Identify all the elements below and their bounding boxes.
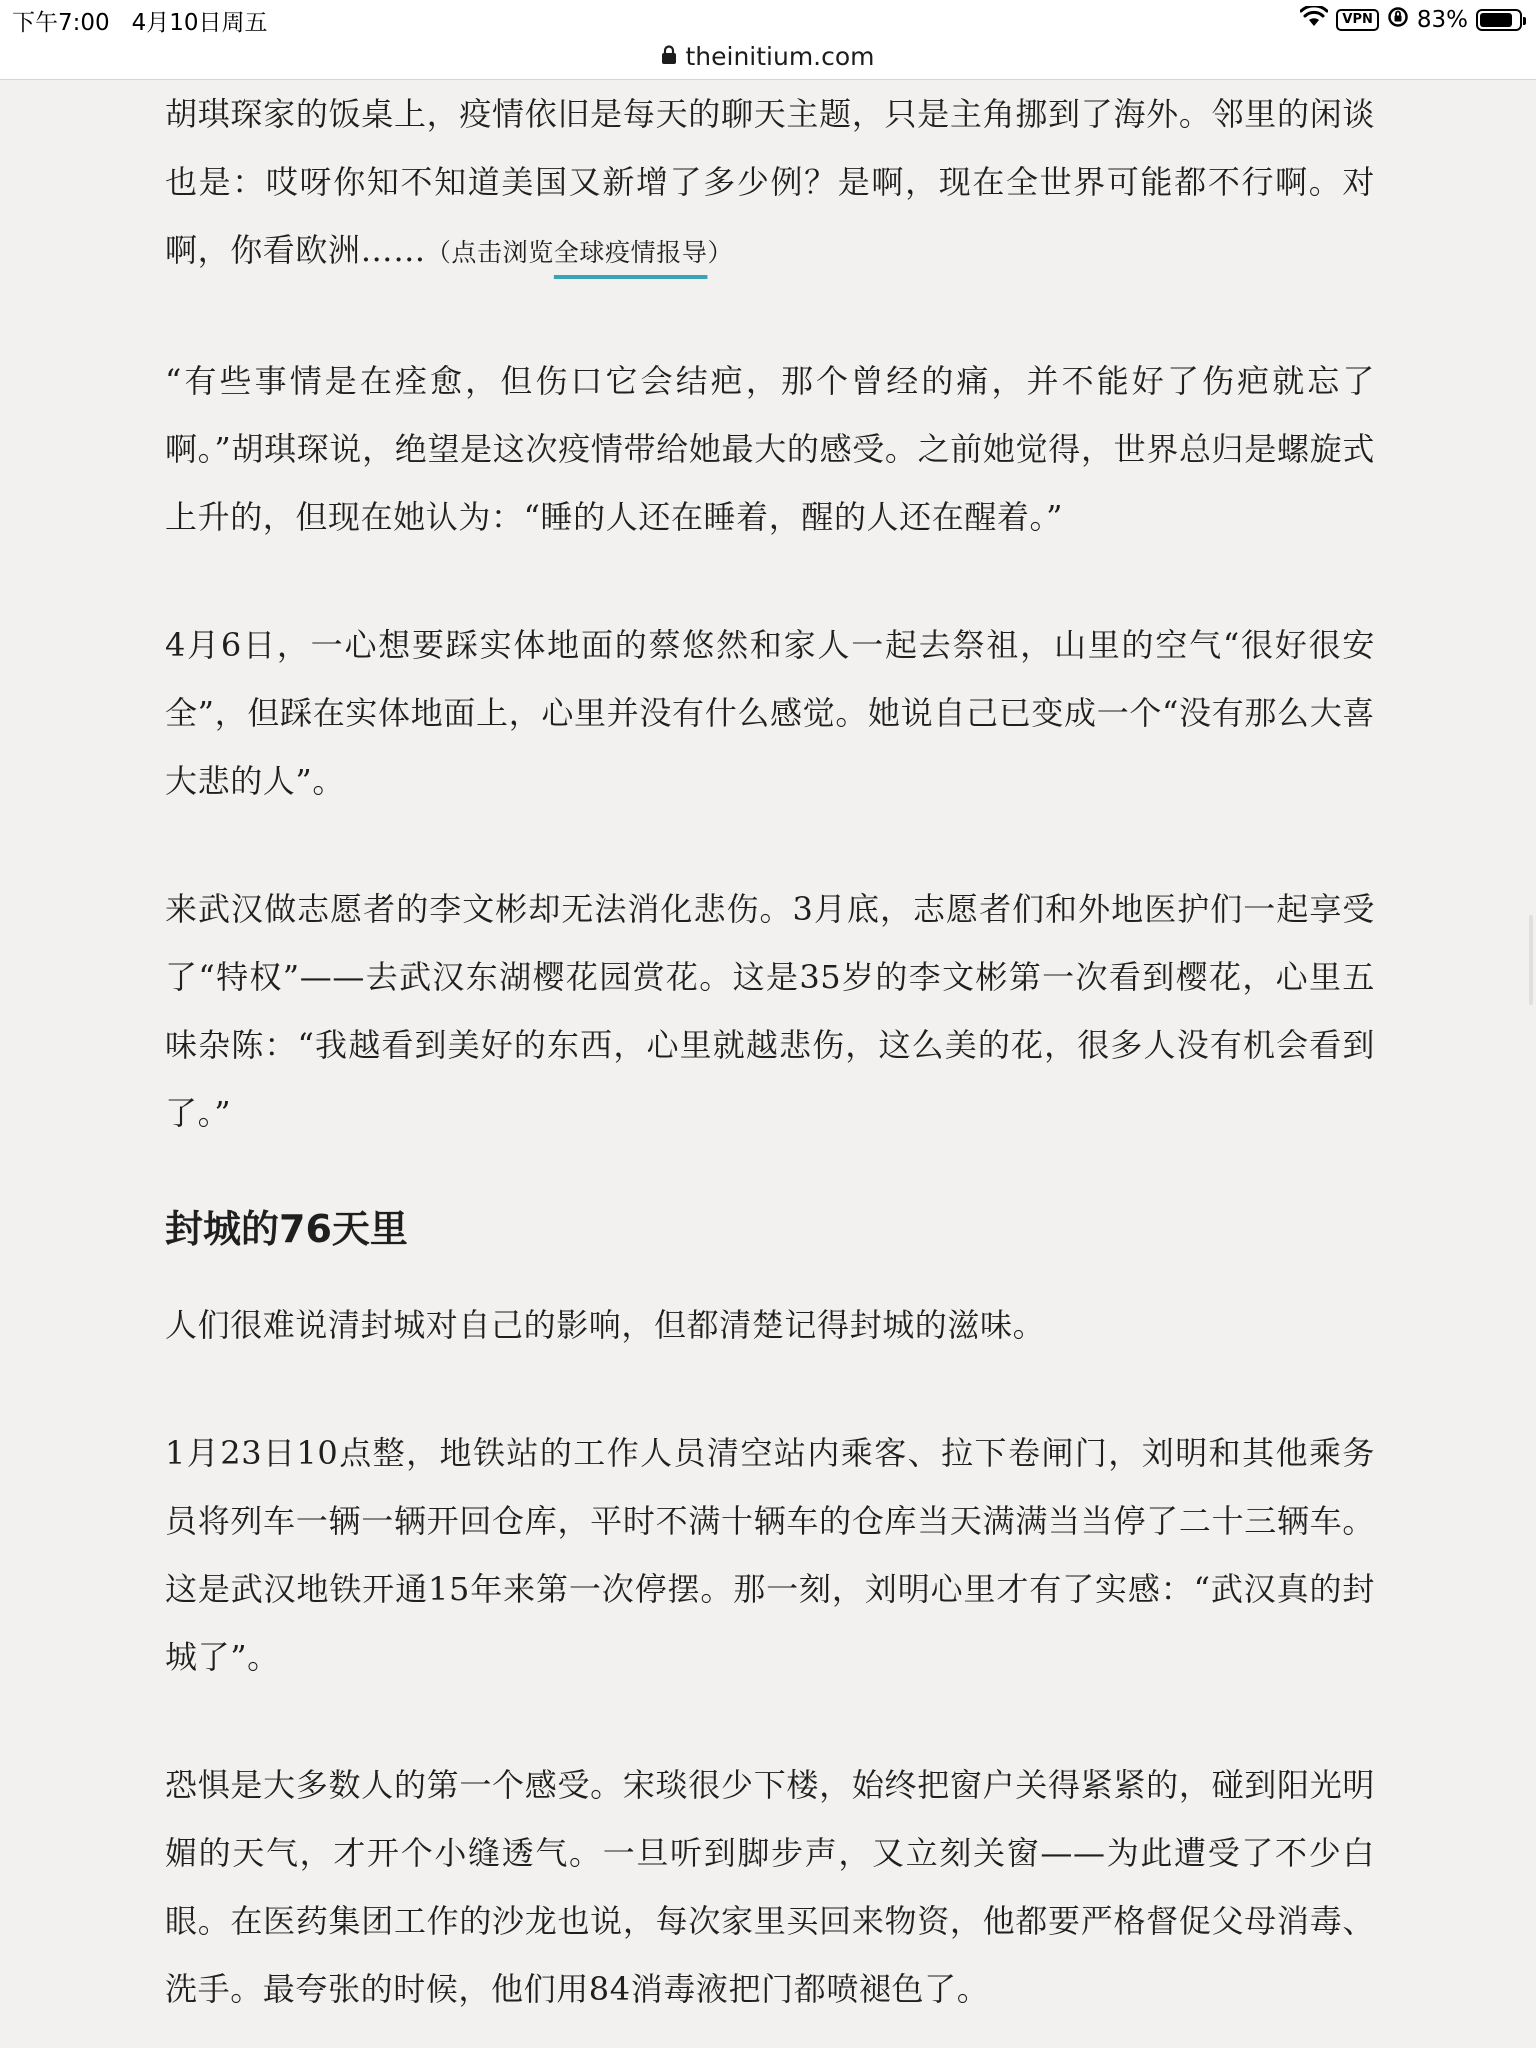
paragraph-5: 人们很难说清封城对自己的影响，但都清楚记得封城的滋味。 (165, 1306, 1046, 1344)
article-body (165, 80, 1375, 2048)
browser-chrome (0, 0, 1536, 80)
url-text[interactable]: theinitium.com (685, 41, 875, 71)
orientation-lock-icon (1387, 6, 1409, 34)
vpn-badge: VPN (1336, 9, 1378, 31)
note-open: （点击浏览 (425, 238, 554, 267)
note-close: ） (707, 238, 734, 267)
status-indicators (1300, 4, 1522, 36)
battery-percent: 83% (1416, 7, 1468, 33)
battery-level (1480, 13, 1512, 27)
paragraph-1 (165, 80, 1375, 287)
paragraph-1-text: 胡琪琛家的饭桌上，疫情依旧是每天的聊天主题，只是主角挪到了海外。邻里的闲谈也是：哎呀你知不知道美国又新增了多少例？是啊，现在全世界可能都不行啊。对啊，你看欧洲…… (165, 95, 1375, 269)
paragraph-3: 4月6日，一心想要踩实体地面的蔡悠然和家人一起去祭祖，山里的空气“很好很安全”，但踩在实体地面上，心里并没有什么感觉。她说自己已变成一个“没有那么大喜大悲的人”。 (165, 626, 1375, 800)
paragraph-7: 恐惧是大多数人的第一个感受。宋琰很少下楼，始终把窗户关得紧紧的，碰到阳光明媚的天气，才开个小缝透气。一旦听到脚步声，又立刻关窗——为此遭受了不少白眼。在医药集团工作的沙龙也说，每次家里买回来物资，他都要严格督促父母消毒、洗手。最夸张的时候，他们用84消毒液把门都喷褪色了。 (165, 1766, 1375, 2008)
address-bar[interactable] (0, 38, 1536, 74)
paragraph-4: 来武汉做志愿者的李文彬却无法消化悲伤。3月底，志愿者们和外地医护们一起享受了“特权”——去武汉东湖樱花园赏花。这是35岁的李文彬第一次看到樱花，心里五味杂陈：“我越看到美好的东西，心里就越悲伤，这么美的花，很多人没有机会看到了。” (165, 890, 1375, 1132)
paragraph-2: “有些事情是在痊愈，但伤口它会结疤，那个曾经的痛，并不能好了伤疤就忘了啊。”胡琪琛说，绝望是这次疫情带给她最大的感受。之前她觉得，世界总归是螺旋式上升的，但现在她认为：“睡的人还在睡着，醒的人还在醒着。” (165, 362, 1375, 536)
lock-icon (661, 42, 677, 71)
battery-icon (1476, 9, 1522, 31)
section-heading: 封城的76天里 (165, 1207, 408, 1251)
paragraph-6: 1月23日10点整，地铁站的工作人员清空站内乘客、拉下卷闸门，刘明和其他乘务员将列车一辆一辆开回仓库，平时不满十辆车的仓库当天满满当当停了二十三辆车。这是武汉地铁开通15年来第一次停摆。那一刻，刘明心里才有了实感：“武汉真的封城了”。 (165, 1434, 1375, 1676)
status-time (12, 4, 268, 37)
status-date-text: 4月10日周五 (131, 10, 268, 36)
global-coverage-link[interactable]: 全球疫情报导 (553, 238, 708, 267)
wifi-icon (1300, 6, 1328, 34)
scroll-indicator[interactable] (1529, 915, 1533, 1005)
status-time-text: 下午7:00 (12, 10, 110, 36)
